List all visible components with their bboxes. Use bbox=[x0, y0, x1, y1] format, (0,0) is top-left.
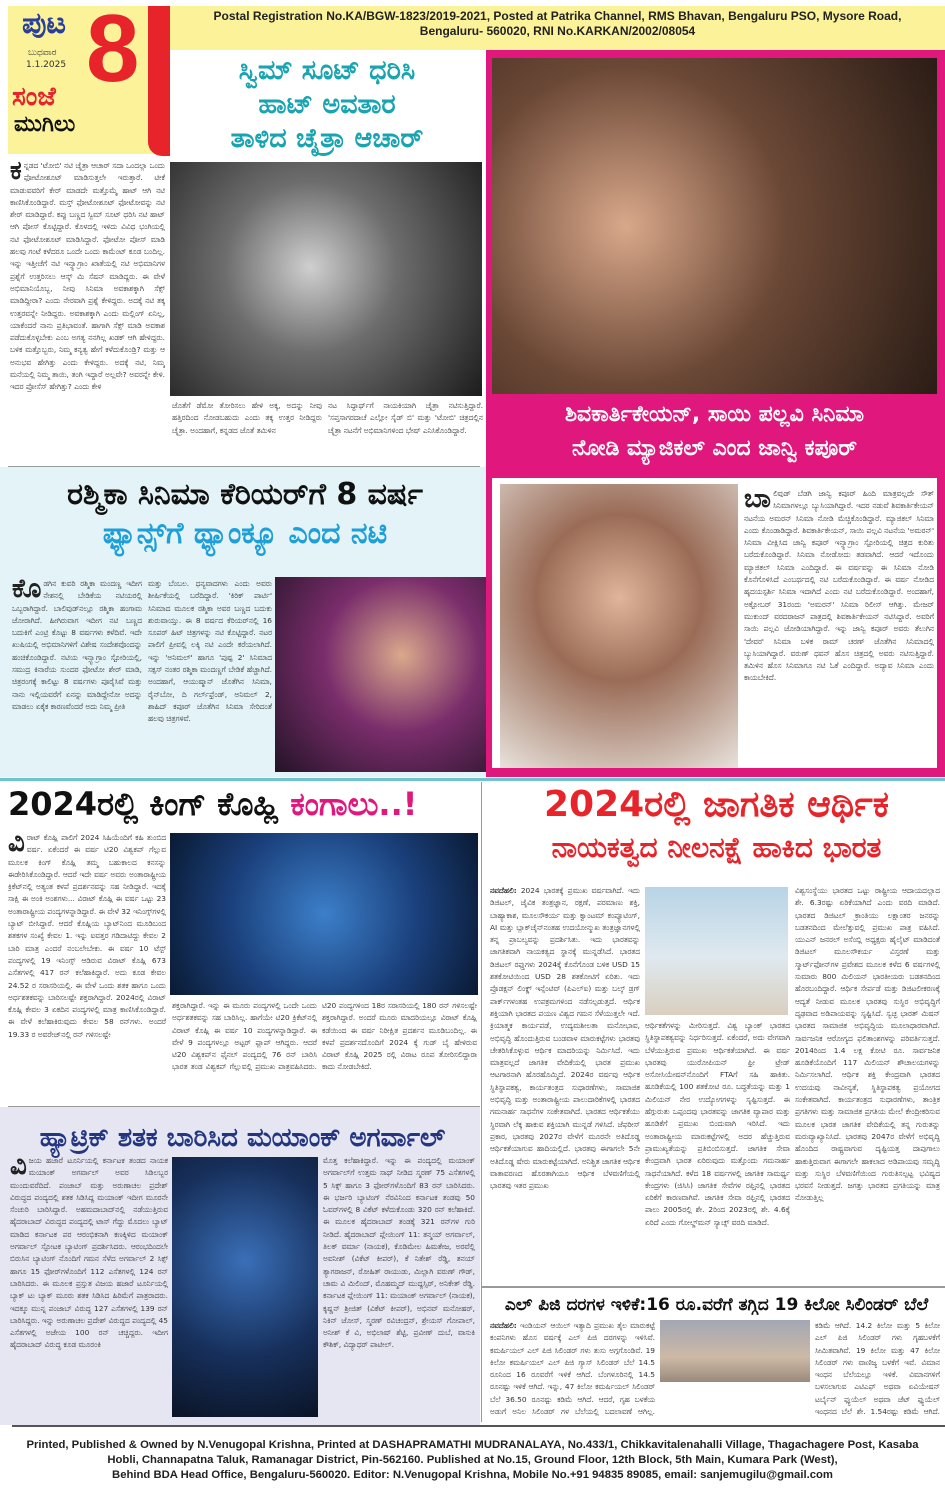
weekday: ಬುಧವಾರ bbox=[28, 48, 57, 58]
lpg-text-1: ಇಂಡಿಯನ್ ಆಯಿಲ್ ಇತ್ಯಾದಿ ಪ್ರಮುಖ ತೈಲ ಮಾರುಕಟ್ಟೆ ಕಂಪನಿಗಳು ಹೊಸ ವರ್ಷಕ್ಕೆ ಎಲ್ ಪಿಜಿ ದರಗಳನ್ನು ಇಳಿಸಿವೆ. ಕಮರ್ಷಿಯಲ್ ಎಲ್ ಪಿಜಿ ಸಿಲಿಂಡರ್ ಗಳು ತುಸು ಅಗ್ಗಗೊಂಡಿವೆ. 19 ಕಿಲೋ ಕಮರ್ಷಿಯಲ್ ಎಲ್ ಪಿಜಿ ಗ್ಯಾಸ್ ಸಿಲಿಂಡರ್ ಬೆಲೆ 14.5 ರೂನಿಂದ 16 ರೂವರೆಗೆ ಇಳಿಕೆ ಆಗಿದೆ. ಬೆಂಗಳೂರಿನಲ್ಲಿ 14.5 ರೂನಷ್ಟು ಇಳಿಕೆ ಆಗಿದೆ. ಇನ್ನು, 47 ಕಿಲೋ ಕಮರ್ಷಿಯಲ್ ಸಿಲಿಂಡರ್ ಬೆಲೆ 36.50 ರೂನಷ್ಟು ಕಡಿಮೆ ಆಗಿದೆ. ಆದರೆ, ಗೃಹ ಬಳಕೆಯ ಅಡುಗೆ ಅನಿಲ ಸಿಲಿಂಡರ್ ಗಳ ಬೆಲೆಯಲ್ಲಿ ಬದಲಾವಣೆ ಆಗಿಲ್ಲ. bbox=[490, 1321, 655, 1417]
footer-line2: Hobli, Channapatna Taluk, Ramanagar District, Pin-562160. Published at No.15, Ground Floor, 12th Block, 5th Main, Kumara Park (West), bbox=[107, 1454, 838, 1466]
rashmika-photo bbox=[275, 577, 486, 772]
chaitra-dropcap: ಕ bbox=[10, 160, 22, 186]
imprint-footer bbox=[20, 1438, 925, 1483]
economy-body-col3: ವಿಶ್ವಸಂಸ್ಥೆಯು ಭಾರತದ ಒಟ್ಟು ರಾಷ್ಟ್ರೀಯ ಆದಾಯದಲ್ಲಾದ ಶೇ. 6.3ರಷ್ಟು ಏರಿಕೆಯಾಗಿದೆ ಎಂದು ವರದಿ ಮಾಡಿದೆ. ಭಾರತದ ಡಿಜಿಟಲ್ ಕ್ರಾಂತಿಯು ಲಕ್ಷಾಂತರ ಜನರನ್ನು ಬಡತನದಿಂದ ಮೇಲೆತ್ತುವಲ್ಲಿ ಪ್ರಮುಖ ಪಾತ್ರ ವಹಿಸಿದೆ. ಯುಎನ್ ಜನರಲ್ ಅಸೆಂಬ್ಲಿ ಅಧ್ಯಕ್ಷರು ಹೈಲೈಟ್ ಮಾಡಿದಂತೆ ಡಿಜಿಟಲ್ ಮೂಲಸೌಕರ್ಯ ವಿಸ್ತರಣೆ ಮತ್ತು ಸ್ಮಾರ್ಟ್‌ಫೋನ್‌ಗಳ ಪ್ರವೇಶದ ಮೂಲಕ ಕಳೆದ 6 ವರ್ಷಗಳಲ್ಲಿ ಸುಮಾರು 800 ಮಿಲಿಯನ್ ಭಾರತೀಯರು ಬಡತನದಿಂದ ಹೊರಬಂದಿದ್ದಾರೆ. ಆರ್ಥಿಕ ಸೇರ್ಪಡೆ ಮತ್ತು ಡಿಜಿಟಲೀಕರಣಕ್ಕೆ ಆದ್ಯತೆ ನೀಡುವ ಮೂಲಕ ಭಾರತವು ಸುಸ್ಥಿರ ಅಭಿವೃದ್ಧಿಗೆ ದೃಢವಾದ ಅಡಿಪಾಯವನ್ನು ಸೃಷ್ಟಿಸಿದೆ. ಸ್ವಚ್ಛ ಭಾರತ್ ಮಿಷನ್ ಭಾರತದ ಸಾಮಾಜಿಕ ಅಭಿವೃದ್ಧಿಯ ಮೂಲಾಧಾರವಾಗಿದೆ. ಸಾರ್ವಜನಿಕ ಆರೋಗ್ಯದ ಫಲಿತಾಂಶಗಳನ್ನು ಪರಿವರ್ತಿಸುತ್ತದೆ. 2014ರಿಂದ 1.4 ಲಕ್ಷ ಕೋಟಿ ರೂ. ಸಾರ್ವಜನಿಕ ಹೂಡಿಕೆಯೊಂದಿಗೆ 117 ಮಿಲಿಯನ್ ಶೌಚಾಲಯಗಳನ್ನು ನಿರ್ಮಿಸಲಾಗಿದೆ. ಆರ್ಥಿಕ ಶಕ್ತಿ ಕೇಂದ್ರವಾಗಿ ಭಾರತದ ಉದಯವು ನಾವೀನ್ಯತೆ, ಸ್ಥಿತಿಸ್ಥಾಪಕತ್ವ ಪ್ರಯೋಗದ ಸಂಕೇತವಾಗಿದೆ. ಕಾರ್ಯತಂತ್ರದ ಸುಧಾರಣೆಗಳು, ತಾಂತ್ರಿಕ ಪ್ರಗತಿಗಳು ಮತ್ತು ಸಾಮಾಜಿಕ ಪ್ರಗತಿಯ ಮೇಲೆ ಕೇಂದ್ರೀಕರಿಸುವ ಮೂಲಕ ಭಾರತ ಜಾಗತಿಕ ವೇದಿಕೆಯಲ್ಲಿ ತನ್ನ ಗುರುತನ್ನು ಮರುವ್ಯಾಖ್ಯಾನಿಸಿದೆ. ಭಾರತವು 2047ರ ವೇಳೆಗೆ ಅಭಿವೃದ್ಧಿ ಹೊಂದಿದ ರಾಷ್ಟ್ರವಾಗುವ ದೃಷ್ಟಿಯತ್ತ ದಾಪುಗಾಲು ಹಾಕುತ್ತಿರುವಾಗ ಈಗಾಗಲೇ ಹಾಕಲಾದ ಅಡಿಪಾಯವು ಸಮೃದ್ಧಿ ಮತ್ತು ಸುಸ್ಥಿರ ಬೆಳವಣಿಗೆಯಿಂದ ಗುರುತಿಸಲ್ಪಟ್ಟ ಭವಿಷ್ಯದ ಭರವಸೆ ನೀಡುತ್ತದೆ. ಜಗತ್ತು ಭಾರತದ ಪ್ರಗತಿಯನ್ನು ಮಾತ್ರ ನೋಡುತ್ತಿಲ್ಲ bbox=[795, 886, 940, 1203]
footer-line3: Behind BDA Head Office, Bengaluru-560020. Editor: N.Venugopal Krishna, Mobile No.+91 94835 89085, email: sanjemugilu@gmail.com bbox=[112, 1469, 833, 1481]
janhvi-headline-line1: ಶಿವಕಾರ್ತಿಕೇಯನ್, ಸಾಯಿ ಪಲ್ಲವಿ ಸಿನಿಮಾ bbox=[564, 402, 865, 427]
janhvi-headline bbox=[492, 398, 937, 466]
masthead-red-bar bbox=[148, 6, 170, 156]
economy-headline-line2: ನಾಯಕತ್ವದ ನೀಲನಕ್ಷೆ ಹಾಕಿದ ಭಾರತ bbox=[551, 831, 882, 864]
lpg-photo bbox=[660, 1320, 810, 1382]
page-label: ಪುಟ bbox=[22, 6, 67, 41]
modi-photo bbox=[645, 887, 788, 1015]
rashmika-body-col1 bbox=[12, 578, 142, 770]
kohli-headline-main: 2024ರಲ್ಲಿ ಕಿಂಗ್ ಕೊಹ್ಲಿ bbox=[8, 785, 280, 823]
kohli-body-col3: ಟಿ20 ಪಂದ್ಯಗಳಿಂದ 18ರ ಸರಾಸರಿಯಲ್ಲಿ 180 ರನ್ ಗಳಿಸಲಷ್ಟೇ ಶಕ್ತರಾಗಿದ್ದಾರೆ. ಅಂದರೆ ಮೂರು ಮಾದರಿಯಲ್ಲೂ ವಿರಾಟ್ ಕೊಹ್ಲಿ ಕಡೆಯಿಂದ ಈ ವರ್ಷ ನಿರೀಕ್ಷಿತ ಪ್ರದರ್ಶನ ಮೂಡಿಬಂದಿಲ್ಲ. ಈ ಕಳಪೆ ಪ್ರದರ್ಶನದೊಂದಿಗೆ 2024 ಕ್ಕೆ ಗುಡ್ ಬೈ ಹೇಳಿರುವ ವಿರಾಟ್ ಕೊಹ್ಲಿ 2025 ರಲ್ಲಿ ವಿರಾಟ ರೂಪ ತೋರಿಸಲಿದ್ದಾರಾ ಕಾದು ನೋಡಬೇಕಿದೆ. bbox=[322, 1001, 477, 1072]
kohli-headline-highlight: ಕಂಗಾಲು..! bbox=[290, 785, 418, 823]
column-divider bbox=[481, 782, 482, 1422]
chaitra-body-col2: ಜೊತೆಗೆ ಡೆಮೋ ತೋರಿಸಲು ಹೇಳಿ ಅಕ್ಕ, ಅದನ್ನು ನೀವು ಹತ್ತಿರದಿಂದ ನೋಡಬಹುದು ಎಂದು ತಕ್ಕ ಉತ್ತರ ನೀಡಿದ್ದರು ಚೈತ್ರಾ. ಅಂದಹಾಗೆ, ಕನ್ನಡದ ಜೊತೆ ತಮಿಳಿನ bbox=[172, 401, 322, 435]
kohli-text-1: ರಾಟ್ ಕೊಹ್ಲಿ ಪಾಲಿಗೆ 2024 ಸಿಹಿಯೆಂದಿಗೆ ಕಹಿ ತುಂಬಿದ ವರ್ಷ. ಏಕೆಂದರೆ ಈ ವರ್ಷ ಟಿ20 ವಿಶ್ವಕಪ್ ಗೆಲ್ಲುವ ಮೂಲಕ ಕಿಂಗ್ ಕೊಹ್ಲಿ ತಮ್ಮ ಬಹುಕಾಲದ ಕನಸನ್ನು ಈಡೇರಿಸಿಕೊಂಡಿದ್ದಾರೆ. ಆದರೆ ಇದೇ ವರ್ಷ ಅವರು ಅಂತಾರಾಷ್ಟ್ರೀಯ ಕ್ರಿಕೆಟ್‌ನಲ್ಲಿ ಅತ್ಯಂತ ಕಳಪೆ ಪ್ರದರ್ಶನವನ್ನು ಸಹ ನೀಡಿದ್ದಾರೆ. ಇದಕ್ಕೆ ಸಾಕ್ಷಿ ಈ ಅಂಕಿ ಅಂಶಗಳು... ವಿರಾಟ್ ಕೊಹ್ಲಿ ಈ ವರ್ಷ ಒಟ್ಟು 23 ಅಂತಾರಾಷ್ಟ್ರೀಯ ಪಂದ್ಯಗಳನ್ನಾಡಿದ್ದಾರೆ. ಈ ವೇಳೆ 32 ಇನಿಂಗ್ಸ್‌ಗಳಲ್ಲಿ ಬ್ಯಾಟ್ ಬೀಸಿದ್ದಾರೆ. ಆದರೆ ಕೊಹ್ಲಿಯ ಬ್ಯಾಟ್‌ನಿಂದ ಮೂಡಿಬಂದ ಶತಕಗಳ ಸಂಖ್ಯೆ ಕೇವಲ 1. ಇನ್ನು ಐವತ್ತರ ಗಡಿದಾಟಿದ್ದು ಕೇವಲ 2 ಬಾರಿ ಮಾತ್ರ ಎಂದರೆ ನಂಬಲೇಬೇಕು. ಈ ವರ್ಷ 10 ಟೆಸ್ಟ್ ಪಂದ್ಯಗಳಲ್ಲಿ 19 ಇನಿಂಗ್ಸ್ ಆಡಿರುವ ವಿರಾಟ್ ಕೊಹ್ಲಿ 673 ಎಸೆತಗಳಲ್ಲಿ 417 ರನ್ ಕಲೆಹಾಕಿದ್ದಾರೆ. ಅದು ಕೂಡ ಕೇವಲ 24.52 ರ ಸರಾಸರಿಯಲ್ಲಿ. ಈ ವೇಳೆ ಒಂದು ಶತಕ ಹಾಗೂ ಒಂದು ಅರ್ಧಶತಕವನ್ನು ಬಾರಿಸಲಷ್ಟೇ ಶಕ್ತರಾಗಿದ್ದಾರೆ. 2024ರಲ್ಲಿ ವಿರಾಟ್ ಕೊಹ್ಲಿ ಕೇವಲ 3 ಏಕದಿನ ಪಂದ್ಯಗಳಲ್ಲಿ ಮಾತ್ರ ಕಾಣಿಸಿಕೊಂಡಿದ್ದಾರೆ. ಈ ವೇಳೆ ಕಲೆಹಾಕಿರುವುದು ಕೇವಲ 58 ರನ್‌ಗಳು. ಅಂದರೆ 19.33 ರ ಅವರೇಜ್‌ನಲ್ಲಿ ರನ್ ಗಳಿಸಲಷ್ಟೇ bbox=[8, 833, 166, 1039]
economy-body-col1 bbox=[490, 885, 640, 1283]
page-number: 8 bbox=[86, 0, 140, 102]
chaitra-headline-line3: ತಾಳಿದ ಚೈತ್ರಾ ಆಚಾರ್ bbox=[230, 123, 424, 154]
footer-divider bbox=[12, 1425, 945, 1427]
kohli-body-col1 bbox=[8, 832, 166, 1072]
sai-pallavi-photo bbox=[492, 58, 937, 394]
janhvi-photo bbox=[500, 484, 738, 768]
lpg-headline: ಎಲ್ ಪಿಜಿ ದರಗಳ ಇಳಿಕೆ:16 ರೂ.ವರೆಗೆ ತಗ್ಗಿದ 19 ಕಿಲೋ ಸಿಲಿಂಡರ್ ಬೆಲೆ bbox=[504, 1295, 929, 1315]
mayank-headline: ಹ್ಯಾಟ್ರಿಕ್ ಶತಕ ಬಾರಿಸಿದ ಮಯಾಂಕ್ ಅಗರ್ವಾಲ್ bbox=[39, 1123, 446, 1153]
paper-name-line1: ಸಂಜೆ bbox=[12, 82, 56, 112]
mayank-text-1: ಜಯ ಹಜಾರೆ ಟೂರ್ನಿಯಲ್ಲಿ ಕರ್ನಾಟಕ ತಂಡದ ನಾಯಕ ಮಯಾಂಕ್ ಅಗರ್ವಾಲ್ ಅವರ ಸಿಡಿಲಬ್ಬರ ಮುಂದುವರೆದಿದೆ. ಪಂಜಾಬ್ ಮತ್ತು ಅರುಣಾಚಲ ಪ್ರದೇಶ್ ವಿರುದ್ಧದ ಪಂದ್ಯದಲ್ಲಿ ಶತಕ ಸಿಡಿಸಿದ್ದ ಮಯಾಂಕ್ ಇದೀಗ ಮೂರನೇ ಸೆಂಚುರಿ ಬಾರಿಸಿದ್ದಾರೆ. ಅಹಮದಾಬಾದ್‌ನಲ್ಲಿ ನಡೆಯುತ್ತಿರುವ ಹೈದರಾಬಾದ್ ವಿರುದ್ಧದ ಪಂದ್ಯದಲ್ಲಿ ಟಾಸ್ ಗೆದ್ದು ಮೊದಲು ಬ್ಯಾಟ್ ಮಾಡಿದ ಕರ್ನಾಟಕ ಪರ ಆರಂಭಿಕನಾಗಿ ಕಣಕ್ಕಿಳಿದ ಮಯಾಂಕ್ ಅಗರ್ವಾಲ್ ಸ್ಫೋಟಕ ಬ್ಯಾಟಿಂಗ್ ಪ್ರದರ್ಶಿಸಿದರು. ಆರಂಭದಿಂದಲೇ ಬಿರುಸಿನ ಬ್ಯಾಟಿಂಗ್ ನೊಂದಿಗೆ ಗಮನ ಸೆಳೆದ ಅಗರ್ವಾಲ್ 2 ಸಿಕ್ಸ್ ಹಾಗೂ 15 ಫೋರ್‌ಗಳೊಂದಿಗೆ 112 ಎಸೆತಗಳಲ್ಲಿ 124 ರನ್ ಬಾರಿಸಿದರು. ಈ ಮೂಲಕ ಪ್ರಸ್ತುತ ವಿಜಯ ಹಜಾರೆ ಟೂರ್ನಿಯಲ್ಲಿ ಬ್ಯಾಕ್ ಟು ಬ್ಯಾಕ್ ಮೂರು ಶತಕ ಸಿಡಿಸಿದ ಹಿರಿಮೆಗೆ ಪಾತ್ರರಾದರು. ಇದಕ್ಕೂ ಮುನ್ನ ಪಂಜಾಬ್ ವಿರುದ್ಧ 127 ಎಸೆತಗಳಲ್ಲಿ 139 ರನ್ ಬಾರಿಸಿದ್ದರು. ಇನ್ನು ಅರುಣಾಚಲ ಪ್ರದೇಶ್ ವಿರುದ್ಧದ ಪಂದ್ಯದಲ್ಲಿ 45 ಎಸೆತಗಳಲ್ಲಿ ಅಜೇಯ 100 ರನ್ ಚಚ್ಚಿದ್ದರು. ಇದೀಗ ಹೈದರಾಬಾದ್ ವಿರುದ್ಧ ಕೂಡ ಮೂರಂಕಿ bbox=[10, 1156, 168, 1350]
kohli-dropcap: ವಿ bbox=[8, 832, 25, 858]
chaitra-body-col1 bbox=[10, 160, 165, 450]
rashmika-headline-line2: ಫ್ಯಾನ್ಸ್‌ಗೆ ಥ್ಯಾಂಕ್ಯೂ ಎಂದ ನಟಿ bbox=[102, 516, 388, 551]
chaitra-headline bbox=[168, 54, 486, 156]
chaitra-photo bbox=[170, 162, 482, 396]
paper-name-line2: ಮುಗಿಲು bbox=[14, 112, 76, 137]
kohli-photo bbox=[170, 833, 478, 995]
mayank-photo bbox=[172, 1157, 318, 1417]
janhvi-body bbox=[744, 488, 934, 764]
economy-headline-line1: 2024ರಲ್ಲಿ ಜಾಗತಿಕ ಆರ್ಥಿಕ bbox=[543, 784, 890, 825]
janhvi-dropcap: ಬಾ bbox=[744, 488, 771, 514]
section-divider bbox=[0, 778, 945, 781]
janhvi-headline-line2: ನೋಡಿ ಮ್ಯಾಜಿಕಲ್ ಎಂದ ಜಾನ್ವಿ ಕಪೂರ್ bbox=[572, 436, 857, 461]
footer-line1: Printed, Published & Owned by N.Venugopal Krishna, Printed at DASHAPRAMATHI MUDRANALAYA, No.433/1, Chikkavitalenahalli Village, Thagachagere Post, Kasaba bbox=[26, 1439, 919, 1451]
mayank-body-col1 bbox=[10, 1155, 168, 1420]
section-divider bbox=[482, 1286, 945, 1288]
kohli-headline bbox=[8, 782, 478, 826]
rashmika-dropcap: ಕೊ bbox=[12, 578, 42, 604]
chaitra-headline-line1: ಸ್ವಿಮ್ ಸೂಟ್ ಧರಿಸಿ bbox=[238, 55, 416, 86]
lpg-dateline: ನವದೆಹಲಿ: bbox=[490, 1321, 517, 1330]
issue-date: 1.1.2025 bbox=[26, 60, 67, 70]
postal-line1: Postal Registration No.KA/BGW-1823/2019-2021, Posted at Patrika Channel, RMS Bhavan, Bengaluru PSO, Mysore Road, bbox=[213, 9, 902, 23]
kohli-body-col2: ಶಕ್ತರಾಗಿದ್ದಾರೆ. ಇನ್ನು ಈ ಮೂರು ಪಂದ್ಯಗಳಲ್ಲಿ ಒಂದೇ ಒಂದು ಅರ್ಧಶತಕವನ್ನು ಸಹ ಬಾರಿಸಿಲ್ಲ. ಹಾಗೆಯೇ ಟಿ20 ಕ್ರಿಕೆಟ್‌ನಲ್ಲಿ ವಿರಾಟ್ ಕೊಹ್ಲಿ ಈ ವರ್ಷ 10 ಪಂದ್ಯಗಳನ್ನಾಡಿದ್ದಾರೆ. ಈ ವೇಳೆ 9 ಪಂದ್ಯಗಳಲ್ಲೂ ಅಟ್ಟರ್ ಫ್ಲಾಪ್ ಆಗಿದ್ದರು. ಆದರೆ ಟಿ20 ವಿಶ್ವಕಪ್‌ನ ಫೈನಲ್ ಪಂದ್ಯದಲ್ಲಿ 76 ರನ್ ಬಾರಿಸಿ ಭಾರತ ತಂಡ ವಿಶ್ವಕಪ್ ಗೆಲ್ಲುವಲ್ಲಿ ಪ್ರಮುಖ ಪಾತ್ರವಹಿಸಿದರು. bbox=[172, 1001, 317, 1072]
mayank-body-col2: ಮೊತ್ತ ಕಲೆಹಾಕಿದ್ದಾರೆ. ಇನ್ನು ಈ ಪಂದ್ಯದಲ್ಲಿ ಮಯಾಂಕ್ ಅಗರ್ವಾಲ್‌ಗೆ ಉತ್ತಮ ಸಾಥ್ ನೀಡಿದ ಸ್ಮರಣ್ 75 ಎಸೆತಗಳಲ್ಲಿ 5 ಸಿಕ್ಸ್ ಹಾಗೂ 3 ಫೋರ್‌ಗಳೊಂದಿಗೆ 83 ರನ್ ಬಾರಿಸಿದರು. ಈ ಭರ್ಜರಿ ಬ್ಯಾಟಿಂಗ್ ನೆರವಿನಿಂದ ಕರ್ನಾಟಕ ತಂಡವು 50 ಓವರ್‌ಗಳಲ್ಲಿ 8 ವಿಕೆಟ್ ಕಳೆದುಕೊಂಡು 320 ರನ್ ಕಲೆಹಾಕಿದೆ. ಈ ಮೂಲಕ ಹೈದರಾಬಾದ್ ತಂಡಕ್ಕೆ 321 ರನ್‌ಗಳ ಗುರಿ ನೀಡಿದೆ. ಹೈದರಾಬಾದ್ ಪ್ಲೇಯಿಂಗ್ 11: ತನ್ಮಯ್ ಅಗರ್ವಾಲ್, ತಿಲಕ್ ವರ್ಮಾ (ನಾಯಕ), ಕೊಡಿಮೇಲ ಹಿಮತೇಜ, ಅರವೆಲ್ಲಿ ಅವನೀಶ್ (ವಿಕೆಟ್ ಕೀಪರ್), ಕೆ ನಿತೇಶ್ ರೆಡ್ಡಿ, ತನಯ್ ತ್ಯಾಗರಾಜನ್, ರೋಹಿತ್ ರಾಯುಡು, ಮಿಲ್ಲಾಗಿ ವರುಣ್ ಗೌಡ್, ಚಾಮ ವಿ ಮಿಲಿಂದ್, ಮೊಹಮ್ಮದ್ ಮುದ್ದಸ್ಸಿರ್, ಅನಿಕೇತ್ ರೆಡ್ಡಿ. ಕರ್ನಾಟಕ ಪ್ಲೇಯಿಂಗ್ 11: ಮಯಾಂಕ್ ಅಗರ್ವಾಲ್ (ನಾಯಕ), ಕೃಷ್ಣನ್ ಶ್ರೀಜಿತ್ (ವಿಕೆಟ್ ಕೀಪರ್), ಅಭಿನವ್ ಮನೋಹರ್, ನಿಕಿನ್ ಜೋಸ್, ಸ್ಮರಣ್ ರವಿಚಂದ್ರನ್, ಶ್ರೇಯಸ್ ಗೋಪಾಲ್, ಅನೀಶ್ ಕೆ ವಿ, ಅಭಿಲಾಷ್ ಶೆಟ್ಟಿ, ಪ್ರವೀಣ್ ದುಬೆ, ವಾಸುಕಿ ಕೌಶಿಕ್, ವಿದ್ಯಾಧರ್ ಪಾಟೀಲ್. bbox=[323, 1156, 475, 1350]
rashmika-headline-line1: ರಶ್ಮಿಕಾ ಸಿನಿಮಾ ಕೆರಿಯರ್‌ಗೆ 8 ವರ್ಷ bbox=[67, 477, 423, 512]
lpg-body-col2: ಕಡಿಮೆ ಆಗಿದೆ. 14.2 ಕಿಲೋ ಮತ್ತು 5 ಕಿಲೋ ಎಲ್ ಪಿಜಿ ಸಿಲಿಂಡರ್ ಗಳು ಗೃಹಬಳಕೆಗೆ ಸೀಮಿತವಾಗಿವೆ. 19 ಕಿಲೋ ಮತ್ತು 47 ಕಿಲೋ ಸಿಲಿಂಡರ್ ಗಳು ವಾಣಿಜ್ಯ ಬಳಕೆಗೆ ಇವೆ. ವಿಮಾನ ಇಂಧನ ಬೆಲೆಯಲ್ಲೂ ಇಳಿಕೆ. ವಿಮಾನಗಳಿಗೆ ಬಳಸಲಾಗುವ ಎಟಿಎಫ್ ಅಥವಾ ಏವಿಯೇಷನ್ ಟರ್ಬೈನ್ ಫ್ಯುಯೆಲ್ ಅಥವಾ ಜೆಟ್ ಫ್ಯುಯೆಲ್ ಇಂಧನದ ಬೆಲೆ ಶೇ. 1.54ರಷ್ಟು ಕಡಿಮೆ ಆಗಿದೆ. bbox=[815, 1321, 940, 1417]
rashmika-text-1: ಡಗಿನ ಕುವರಿ ರಶ್ಮಿಕಾ ಮಂದಣ್ಣ ಇದೀಗ ನೇಶನಲ್ಲಿ ಬೇಡಿಕೆಯ ನಟಿಯರಲ್ಲಿ ಒಬ್ಬರಾಗಿದ್ದಾರೆ. ಬಾಲಿವುಡ್‌ನಲ್ಲೂ ರಶ್ಮಿಕಾ ಹಂಗಾಮ ಜೋರಾಗಿದೆ. ಹೀಗಿರುವಾಗ ಇದೀಗ ನಟಿ ಬಣ್ಣದ ಬದುಕಿಗೆ ಎಂಟ್ರಿ ಕೊಟ್ಟು 8 ವರ್ಷಗಳು ಕಳೆದಿವೆ. ಇದೇ ಖುಷಿಯಲ್ಲಿ ಅಭಿಮಾನಿಗಳಿಗೆ ವಿಶೇಷ ಸಂದೇಶವೊಂದನ್ನು ಹಂಚಿಕೊಂಡಿದ್ದಾರೆ. ನಟಿಯ ಇನ್ಸ್ಟಾಗ್ರಾಂ ಸ್ಟೋರಿಯಲ್ಲಿ, ಸಮುದ್ರ ಕಿನಾರೆಯ ಸುಂದರ ಫೋಟೋ ಶೇರ್ ಮಾಡಿ, ಚಿತ್ರರಂಗಕ್ಕೆ ಕಾಲಿಟ್ಟು 8 ವರ್ಷಗಳು ಪೂರೈಸಿವೆ ಮತ್ತು ನಾನು ಇಲ್ಲಿಯವರೆಗೆ ಏನನ್ನು ಮಾಡಿದ್ದೇನೋ ಅದನ್ನು ಮಾಡಲು ಏಕೈಕ ಕಾರಣವೆಂದರೆ ಅದು ನಿಮ್ಮ ಪ್ರೀತಿ bbox=[12, 579, 142, 711]
janhvi-text: ಲಿವುಡ್ ಬೆಡಗಿ ಜಾನ್ವಿ ಕಪೂರ್ ಹಿಂದಿ ಮಾತ್ರವಲ್ಲದೇ ಸೌತ್ ಸಿನಿಮಾಗಳಲ್ಲೂ ಬ್ಯುಸಿಯಾಗಿದ್ದಾರೆ. ಇದರ ನಡುವೆ ಶಿವಕಾರ್ತಿಕೇಯನ್ ನಟನೆಯ ಅಮರನ್ ಸಿನಿಮಾ ನೋಡಿ ಮೆಚ್ಚಿಕೊಂಡಿದ್ದಾರೆ. ಮ್ಯಾಜಿಕಲ್ ಸಿನಿಮಾ ಎಂದು ಕೊಂಡಾಡಿದ್ದಾರೆ. ಶಿವಕಾರ್ತಿಕೇಯನ್, ಸಾಯಿ ಪಲ್ಲವಿ ನಟನೆಯ 'ಅಮರನ್' ಸಿನಿಮಾ ವೀಕ್ಷಿಸಿದ ಜಾನ್ವಿ ಕಪೂರ್ ಇನ್ಸ್ಟಾಗ್ರಾಂ ಸ್ಟೋರಿಯಲ್ಲಿ ಚಿತ್ರದ ಕುರಿತು ಬರೆದುಕೊಂಡಿದ್ದಾರೆ. ಸಿನಿಮಾ ನೋಡೋದು ತಡವಾಗಿದೆ. ಆದರೆ ಇದೊಂದು ಮ್ಯಾಜಿಕಲ್ ಸಿನಿಮಾ ಎಂದಿದ್ದಾರೆ. ಈ ವರ್ಷವನ್ನು ಈ ಸಿನಿಮಾ ನೋಡಿ ಕೊನೆಗೊಳಿಸಿದೆ ಎಂಬರ್ಥದಲ್ಲಿ ನಟಿ ಬರೆದುಕೊಂಡಿದ್ದಾರೆ. ಈ ವರ್ಷ ನೋಡಿದ ಹೃದಯಸ್ಪರ್ಶಿ ಸಿನಿಮಾ ಇದಾಗಿದೆ ಎಂದು ನಟಿ ಬರೆದುಕೊಂಡಿದ್ದಾರೆ. ಅಂದಹಾಗೆ, ಅಕ್ಟೋಬರ್ 31ರಂದು 'ಅಮರನ್' ಸಿನಿಮಾ ರಿಲೀಸ್ ಆಗಿತ್ತು. ಮೇಜರ್ ಮುಕುಂದ್ ವರದರಾಜನ್ ಪಾತ್ರದಲ್ಲಿ ಶಿವಕಾರ್ತಿಕೇಯನ್ ನಟಿಸಿದ್ದಾರೆ. ಅವರಿಗೆ ಸಾಯಿ ಪಲ್ಲವಿ ಜೋಡಿಯಾಗಿದ್ದಾರೆ. ಇನ್ನು ಜಾನ್ವಿ ಕಪೂರ್ ಅವರು ತೆಲುಗಿನ 'ದೇವರ' ಸಿನಿಮಾ ಬಳಿಕ ರಾಮ್ ಚರಣ್ ಜೊತೆಗಿನ ಸಿನಿಮಾದಲ್ಲಿ ಬ್ಯುಸಿಯಾಗಿದ್ದಾರೆ. ವರುಣ್ ಧವನ್ ಹೊಸ ಚಿತ್ರದಲ್ಲಿ ಅವರು ನಟಿಸುತ್ತಿದ್ದಾರೆ. ತಮಿಳಿನ ಹೊಸ ಸಿನಿಮಾಗೂ ನಟಿ ಓಕೆ ಎಂದಿದ್ದಾರೆ. ಅದ್ಯಾವ ಸಿನಿಮಾ ಎಂದು ಕಾಯಬೇಕಿದೆ. bbox=[744, 489, 934, 683]
economy-body-col2: ಆರ್ಥಿಕತೆಗಳನ್ನು ಮೀರಿಸುತ್ತದೆ. ವಿಶ್ವ ಬ್ಯಾಂಕ್ ಭಾರತದ ಸ್ಥಿತಿಸ್ಥಾಪಕತ್ವವನ್ನು ನಿರ್ಧರಿಸುತ್ತದೆ. ಏಕೆಂದರೆ, ಅದು ವೇಗವಾಗಿ ಬೆಳೆಯುತ್ತಿರುವ ಪ್ರಮುಖ ಆರ್ಥಿಕತೆಯಾಗಿದೆ. ಈ ವರ್ಷ ಭಾರತವು ಯುರೋಪಿಯನ್ ಫ್ರೀ ಟ್ರೇಡ್ ಅಸೋಸಿಯೇಷನ್‌ನೊಂದಿಗೆ FTAಗೆ ಸಹಿ ಹಾಕಿತು. ಹೂಡಿಕೆಯಲ್ಲಿ 100 ಶತಕೋಟಿ ರೂ. ಬದ್ಧತೆಯನ್ನು ಮತ್ತು 1 ಮಿಲಿಯನ್ ನೇರ ಉದ್ಯೋಗಗಳನ್ನು ಸೃಷ್ಟಿಸುತ್ತದೆ. ಈ ಹೆಗ್ಗುರುತು ಒಪ್ಪಂದವು ಭಾರತವನ್ನು ಜಾಗತಿಕ ವ್ಯಾಪಾರ ಮತ್ತು ಹೂಡಿಕೆಗೆ ಪ್ರಮುಖ ಬಿಂದುವಾಗಿ ಇರಿಸಿದೆ. ಇದು ಅಂತಾರಾಷ್ಟ್ರೀಯ ಮಾರುಕಟ್ಟೆಗಳಲ್ಲಿ ಅದರ ಹೆಚ್ಚುತ್ತಿರುವ ಪ್ರಾಮುಖ್ಯತೆಯನ್ನು ಪ್ರತಿಬಿಂಬಿಸುತ್ತದೆ. ಜಾಗತಿಕ ಸೇವಾ ಕೇಂದ್ರವಾಗಿ ಭಾರತ ಏರಿರುವುದು ಮತ್ತೊಂದು ಗಮನಾರ್ಹ ಸಾಧನೆಯಾಗಿದೆ. ಕಳೆದ 18 ವರ್ಷಗಳಲ್ಲಿ ಜಾಗತಿಕ ಸಾಮರ್ಥ್ಯ ಕೇಂದ್ರಗಳು (ಜಿಸಿಸಿ) ಜಾಗತಿಕ ಸೇವೆಗಳ ರಫ್ತಿನಲ್ಲಿ ಭಾರತದ ಏರಿಕೆಗೆ ಕಾರಣವಾಗಿವೆ. ಜಾಗತಿಕ ಸೇವಾ ರಫ್ತಿನಲ್ಲಿ ಭಾರತದ ಪಾಲು 2005ರಲ್ಲಿ ಶೇ. 2ರಿಂದ 2023ರಲ್ಲಿ ಶೇ. 4.6ಕ್ಕೆ ಏರಿದೆ ಎಂದು ಗೋಲ್ಡ್‌ಮನ್ ಸ್ಯಾಚ್ಸ್ ವರದಿ ಮಾಡಿದೆ. bbox=[645, 1021, 790, 1227]
economy-dateline: ನವದೆಹಲಿ: bbox=[490, 886, 517, 895]
rashmika-body-col2: ಮತ್ತು ಬೆಂಬಲ. ಧನ್ಯವಾದಗಳು ಎಂದು ಅವರು ಶೀರ್ಷಿಕೆಯಲ್ಲಿ ಬರೆದಿದ್ದಾರೆ. 'ಕಿರಿಕ್ ಪಾರ್ಟಿ' ಸಿನಿಮಾದ ಮೂಲಕ ರಶ್ಮಿಕಾ ಅವರ ಬಣ್ಣದ ಬದುಕು ಶುರುವಾಯ್ತು. ಈ 8 ವರ್ಷದ ಕೆರಿಯರ್‌ನಲ್ಲಿ 16 ಸೂಪರ್ ಹಿಟ್ ಚಿತ್ರಗಳನ್ನು ನಟಿ ಕೊಟ್ಟಿದ್ದಾರೆ. ನಟರ ಪಾಲಿಗೆ ಪ್ರೀವಲ್ಲಿ ಲಕ್ಕಿ ನಟಿ ಎಂದೇ ಕರೆಯಲಾಗಿದೆ. ಇನ್ನು 'ಅನಿಮಲ್' ಹಾಗೂ 'ಪುಷ್ಪ 2' ಸಿನಿಮಾದ ಸಕ್ಸಸ್ ನಂತರ ರಶ್ಮಿಕಾ ಮಂದಣ್ಣಗೆ ಬೇಡಿಕೆ ಹೆಚ್ಚಾಗಿದೆ. ಅಂದಹಾಗೆ, ಆಯುಷ್ಮಾನ್ ಜೊತೆಗಿನ ಸಿನಿಮಾ, ರೈನ್‌ಬೋ, ದಿ ಗರ್ಲ್‌ಫ್ರೆಂಡ್, ಅನಿಮಲ್ 2, ಶಾಹಿದ್ ಕಪೂರ್ ಜೊತೆಗಿನ ಸಿನಿಮಾ ಸೇರಿದಂತೆ ಹಲವು ಚಿತ್ರಗಳಿವೆ. bbox=[148, 579, 272, 724]
postal-line2: Bengaluru- 560020, RNI No.KARKAN/2002/08054 bbox=[419, 24, 696, 38]
economy-text-1: 2024 ಭಾರತಕ್ಕೆ ಪ್ರಮುಖ ವರ್ಷವಾಗಿದೆ. ಇದು ಡಿಜಿಟಲ್, ಜೈವಿಕ ತಂತ್ರಜ್ಞಾನ, ರಕ್ಷಣೆ, ಪರಮಾಣು ಶಕ್ತಿ, ಬಾಹ್ಯಾಕಾಶ, ಮೂಲಸೌಕರ್ಯ ಮತ್ತು ಕ್ವಾಂಟಮ್ ಕಂಪ್ಯೂಟಿಂಗ್, AI ಮತ್ತು ಬ್ಲಾಕ್‌ಚೈನ್‌ನಂತಹ ಉದಯೋನ್ಮುಖ ತಂತ್ರಜ್ಞಾನಗಳಲ್ಲಿ ತನ್ನ ಪ್ರಾಬಲ್ಯವನ್ನು ಪ್ರದರ್ಶಿಸಿತು. ಇದು ಭಾರತವನ್ನು ಜಾಗತಿಕವಾಗಿ ನಾಯಕತ್ವದ ಸ್ಥಾನಕ್ಕೆ ಮುನ್ನಡೆಸಿದೆ. ಭಾರತದ ಡಿಜಿಟಲ್ ರಫ್ತುಗಳು 2024ಕ್ಕೆ ಕೊನೆಗೊಂಡ ಬಳಿಕ USD 15 ಶತಕೋಟಿಯಿಂದ USD 28 ಶತಕೋಟಿಗೆ ಏರಿತು. ಇದು ಪ್ರೊಡಕ್ಷನ್ ಲಿಂಕ್ಡ್ ಇನ್ಸೆಂಟಿವ್ (ಪಿಎಲ್‌ಐ) ಮತ್ತು ಬಲ್ಕ್ ಡ್ರಗ್ ಪಾರ್ಕ್‌ಗಳಂತಹ ಉಪಕ್ರಮಗಳಿಂದ ನಡೆಸಲ್ಪಡುತ್ತದೆ. ಆರ್ಥಿಕ ಶಕ್ತಿಯಾಗಿ ಭಾರತದ ಪಯಣ ವಿಶ್ವದ ಗಮನ ಸೆಳೆಯುತ್ತಲೇ ಇದೆ. ಕ್ರಿಯಾತ್ಮಕ ಕಾರ್ಯಪಡೆ, ಉದ್ಯಮಶೀಲತಾ ಮನೋಭಾವ, ಅಭಿವೃದ್ಧಿ ಹೊಂದುತ್ತಿರುವ ಬಂಡವಾಳ ಮಾರುಕಟ್ಟೆಗಳು ಭಾರತವು ಚೇತರಿಸಿಕೊಳ್ಳುವ ಆರ್ಥಿಕ ಮಾದರಿಯನ್ನು ನಿರ್ಮಿಸಿದೆ. ಇದು ಮಾತ್ರವಲ್ಲದೆ ಜಾಗತಿಕ ವೇದಿಕೆಯಲ್ಲಿ ಭಾರತ ಪ್ರಮುಖ ಆಟಗಾರನಾಗಿ ಹೊರಹೊಮ್ಮಿದೆ. 2024ರ ವರ್ಷವು ಆರ್ಥಿಕ ಸ್ಥಿತಿಸ್ಥಾಪಕತ್ವ, ಕಾರ್ಯತಂತ್ರದ ಸುಧಾರಣೆಗಳು, ಸಾಮಾಜಿಕ ಅಭಿವೃದ್ಧಿ ಮತ್ತು ಅಂತಾರಾಷ್ಟ್ರೀಯ ಪಾಲುದಾರಿಕೆಗಳಲ್ಲಿ ಭಾರತದ ಗಮನಾರ್ಹ ಸಾಧನೆಗಳ ಸಂಕೇತವಾಗಿದೆ. ಭಾರತದ ಆರ್ಥಿಕತೆಯು ಸ್ಥಿರವಾಗಿ ಲೆಕ್ಕ ಹಾಕುವ ಶಕ್ತಿಯಾಗಿ ಮುನ್ನಡೆ ಗಳಿಸಿದೆ. ಜೆಫರೀಸ್ ಪ್ರಕಾರ, ಭಾರತವು 2027ರ ವೇಳೆಗೆ ಮೂರನೇ ಅತಿದೊಡ್ಡ ಆರ್ಥಿಕತೆಯಾಗುವ ಹಾದಿಯಲ್ಲಿದೆ. ಭಾರತವು ಈಗಾಗಲೇ 5ನೇ ಅತಿದೊಡ್ಡ ಷೇರು ಮಾರುಕಟ್ಟೆಯಾಗಿದೆ. ಅನಿಶ್ಚಿತ ಜಾಗತಿಕ ಆರ್ಥಿಕ ವಾತಾವರಣದ ಹೊರತಾಗಿಯೂ ಆರ್ಥಿಕ ಬೆಳವಣಿಗೆಯಲ್ಲಿ ಭಾರತವು ಇತರ ಪ್ರಮುಖ bbox=[490, 886, 640, 1191]
chaitra-text-1: ನ್ನಡದ 'ಟೋಬಿ' ನಟಿ ಚೈತ್ರಾ ಆಚಾರ್ ಸದಾ ಒಂದಲ್ಲಾ ಒಂದು ಫೋಟೋಶೂಟ್ ಮಾಡಿಸುತ್ತಲೇ ಇರುತ್ತಾರೆ. ಟೀಕೆ ಮಾಡುವವರಿಗೆ ಕೇರ್ ಮಾಡದೇ ಮತ್ತೊಮ್ಮೆ ಹಾಟ್ ಆಗಿ ನಟಿ ಕಾಣಿಸಿಕೊಂಡಿದ್ದಾರೆ. ಮಸ್ತ್ ಫೋಟೋಶೂಟ್ ಫೋಟೋವನ್ನು ನಟಿ ಶೇರ್ ಮಾಡಿದ್ದಾರೆ. ಕಪ್ಪು ಬಣ್ಣದ ಸ್ವಿಮ್ ಸೂಟ್ ಧರಿಸಿ ನಟಿ ಹಾಟ್ ಆಗಿ ಪೋಸ್ ಕೊಟ್ಟಿದ್ದಾರೆ. ಕೊಳದಲ್ಲಿ ಇಳಿದು ವಿವಿಧ ಭಂಗಿಯಲ್ಲಿ ನಟಿ ಫೋಟೋಶೂಟ್ ಮಾಡಿಸಿದ್ದಾರೆ. ಫೋಟೋ ಪೋಸ್ ಮಾಡಿ ಹಲವು ಗಂಟೆ ಕಳೆದರೂ ಒಂದೇ ಒಂದು ಕಾಮೆಂಟ್ ಕೂಡ ಬಂದಿಲ್ಲ. ಇನ್ನು ಇತ್ತೀಚೆಗೆ ನಟಿ ಇನ್ಸ್ಟಾಗ್ರಾಂ ಖಾತೆಯಲ್ಲಿ ನಟಿ ಅಭಿಮಾನಿಗಳ ಪ್ರಶ್ನೆಗೆ ಉತ್ತರಿಸಲು ಆಸ್ಕ್ ಮಿ ಸೆಷನ್ ಮಾಡಿದ್ದರು. ಈ ವೇಳೆ ಅಭಿಮಾನಿಯೊಬ್ಬ, ನೀವು ಸಿನಿಮಾ ಅವಕಾಶಕ್ಕಾಗಿ ಸೆಕ್ಸ್ ಮಾಡಿದ್ದೀರಾ? ಎಂದು ನೇರವಾಗಿ ಪ್ರಶ್ನೆ ಕೇಳಿದ್ದರು. ಅದಕ್ಕೆ ನಟಿ ತಕ್ಕ ಉತ್ತರವನ್ನೇ ನೀಡಿದ್ದರು. ಅವಕಾಶಕ್ಕಾಗಿ ಎಂದು ಮಲ್ಲಿಂಗ್ ಏನಿಲ್ಲ, ಯಾಕೆಂದರೆ ನಾನು ಪ್ರತಿಭಾವಂತೆ. ಹಾಗಾಗಿ ಸೆಕ್ಸ್ ಮಾಡಿ ಅವಕಾಶ ಪಡೆದುಕೊಳ್ಳಬೇಕು ಎಂಬ ಅಗತ್ಯ ನನಗಿಲ್ಲ ಖಡಕ್ ಆಗಿ ಹೇಳಿದ್ದರು. ಬಳಿಕ ಮತ್ತೊಬ್ಬರು, ನಿಮ್ಮ ಕನ್ಯತ್ವ ಹೇಗೆ ಕಳೆದುಕೊಂಡ್ರಿ? ಮತ್ತು ಆ ಅನುಭವ ಹೇಗಿತ್ತು ಎಂದು ಕೇಳಿದ್ದರು. ಅದಕ್ಕೆ ನಟಿ, ನಿಮ್ಮ ಮನೆಯಲ್ಲಿ ನಿಮ್ಮ ತಾಯಿ, ತಂಗಿ ಇದ್ದಾರೆ ಅಲ್ಲವೇ? ಅವರನ್ನೇ ಕೇಳಿ. ಇದರ ಪ್ರೋಸೆಸ್ ಹೇಗಿತ್ತು? ಎಂದು ಕೇಳಿ bbox=[10, 161, 165, 392]
chaitra-headline-line2: ಹಾಟ್ ಅವತಾರ bbox=[258, 89, 396, 120]
postal-registration bbox=[170, 6, 945, 50]
chaitra-body-col3: ನಟ ಸಿದ್ಧಾರ್ಥ್‌ಗೆ ನಾಯಕಿಯಾಗಿ ಚೈತ್ರಾ ನಟಿಸುತ್ತಿದ್ದಾರೆ. 'ಸಪ್ತಸಾಗರದಾಚೆ ಎಲ್ಲೋ ಸೈಡ್ ಬಿ' ಮತ್ತು 'ಟೋಬಿ' ಚಿತ್ರದಲ್ಲಿನ ಚೈತ್ರಾ ನಟನೆಗೆ ಅಭಿಮಾನಿಗಳಿಂದ ಭೇಷ್ ಎನಿಸಿಕೊಂಡಿದ್ದಾರೆ. bbox=[328, 401, 483, 435]
mayank-dropcap: ವಿ bbox=[10, 1155, 27, 1181]
lpg-body-col1 bbox=[490, 1320, 655, 1420]
